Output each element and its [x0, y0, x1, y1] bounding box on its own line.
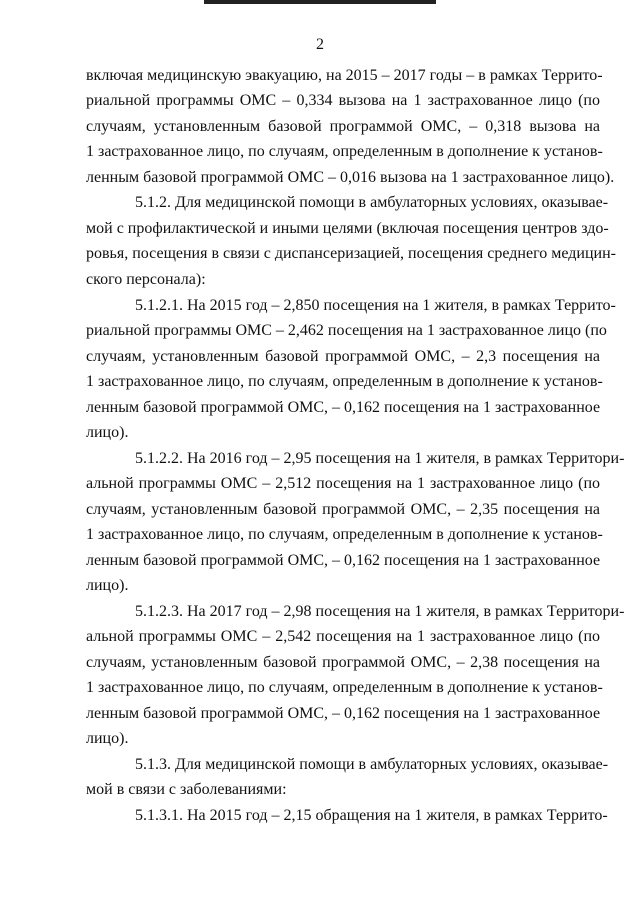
text-line: включая медицинскую эвакуацию, на 2015 – 2017 годы – в рамках Террито-: [86, 67, 603, 84]
text-line: случаям, установленным базовой программой ОМС, – 2,3 посещения на: [86, 348, 600, 365]
text-line: 5.1.2. Для медицинской помощи в амбулаторных условиях, оказывае-: [135, 194, 609, 211]
text-line: риальной программы ОМС – 0,334 вызова на 1 застрахованное лицо (по: [86, 92, 600, 109]
text-line: случаям, установленным базовой программой ОМС, – 2,35 посещения на: [86, 501, 600, 518]
text-line: альной программы ОМС – 2,512 посещения на 1 застрахованное лицо (по: [86, 475, 600, 492]
text-line: 5.1.2.3. На 2017 год – 2,98 посещения на 1 жителя, в рамках Территори-: [135, 603, 625, 620]
text-line: мой с профилактической и иными целями (включая посещения центров здо-: [86, 220, 609, 237]
text-line: 5.1.3.1. На 2015 год – 2,15 обращения на 1 жителя, в рамках Террито-: [135, 807, 608, 824]
text-line: ленным базовой программой ОМС, – 0,162 посещения на 1 застрахованное: [86, 399, 601, 416]
text-line: случаям, установленным базовой программой ОМС, – 2,38 посещения на: [86, 654, 600, 671]
page-number: 2: [316, 36, 324, 53]
text-line: 1 застрахованное лицо, по случаям, определенным в дополнение к установ-: [86, 679, 603, 696]
text-line: ленным базовой программой ОМС, – 0,162 посещения на 1 застрахованное: [86, 552, 601, 569]
text-line: лицо).: [86, 730, 129, 747]
text-line: 5.1.3. Для медицинской помощи в амбулаторных условиях, оказывае-: [135, 756, 609, 773]
text-line: риальной программы ОМС – 2,462 посещения на 1 застрахованное лицо (по: [86, 322, 607, 339]
text-line: случаям, установленным базовой программой ОМС, – 0,318 вызова на: [86, 118, 600, 135]
text-line: 1 застрахованное лицо, по случаям, определенным в дополнение к установ-: [86, 526, 603, 543]
text-line: 5.1.2.1. На 2015 год – 2,850 посещения на 1 жителя, в рамках Террито-: [135, 297, 616, 314]
text-line: мой в связи с заболеваниями:: [86, 781, 287, 798]
scan-edge-bar: [204, 0, 436, 4]
text-line: ленным базовой программой ОМС, – 0,162 посещения на 1 застрахованное: [86, 705, 601, 722]
text-line: ровья, посещения в связи с диспансеризацией, посещения среднего медицин-: [86, 245, 616, 262]
text-line: лицо).: [86, 424, 129, 441]
text-line: 1 застрахованное лицо, по случаям, определенным в дополнение к установ-: [86, 373, 603, 390]
text-line: лицо).: [86, 577, 129, 594]
text-line: альной программы ОМС – 2,542 посещения на 1 застрахованное лицо (по: [86, 628, 600, 645]
text-line: 5.1.2.2. На 2016 год – 2,95 посещения на 1 жителя, в рамках Территори-: [135, 450, 625, 467]
text-line: ленным базовой программой ОМС – 0,016 вызова на 1 застрахованное лицо).: [86, 169, 615, 186]
text-line: 1 застрахованное лицо, по случаям, определенным в дополнение к установ-: [86, 143, 603, 160]
text-line: ского персонала):: [86, 271, 206, 288]
